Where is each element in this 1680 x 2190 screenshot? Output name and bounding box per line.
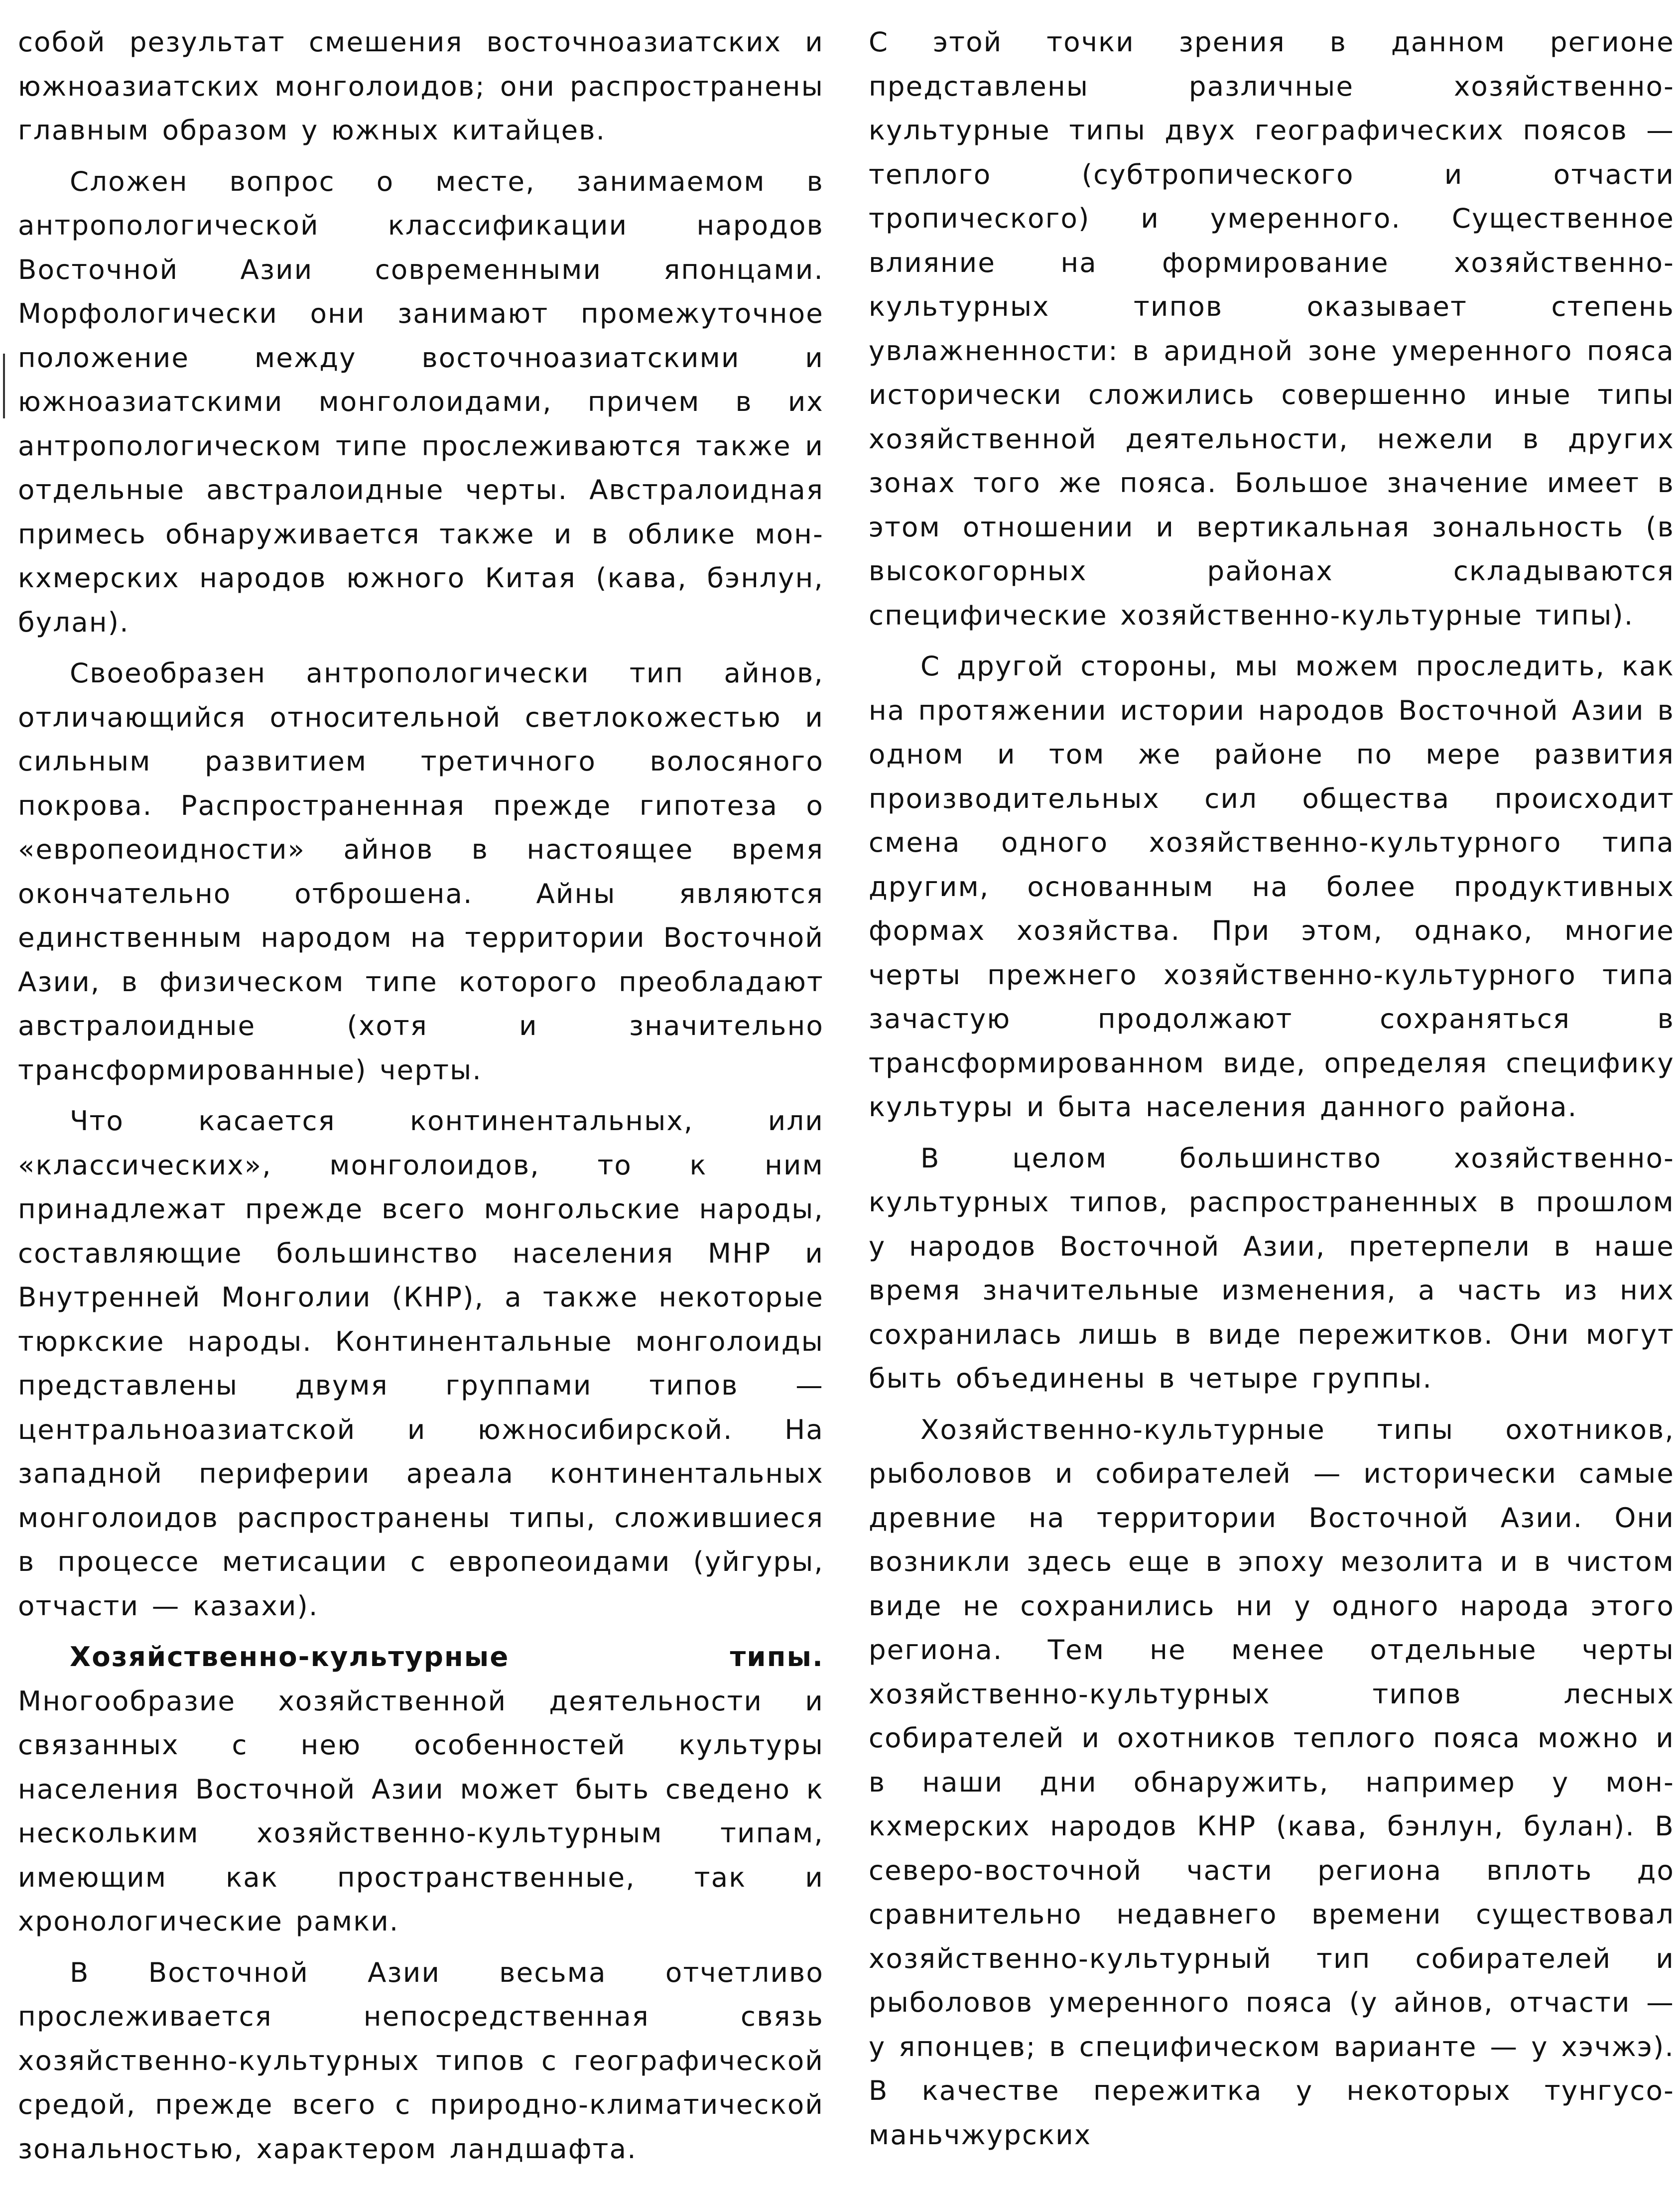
section-heading: Хозяйственно-культурные типы.	[70, 1641, 824, 1673]
paragraph-hunters-gatherers: Хозяйственно-культурные типы охотников, рыболовов и собирателей — исторически самые древние на территории Восточной Азии. Они возникли здесь еще в эпоху мезолита и в чистом виде не сохранились ни у одного народа этого региона. Тем не менее отдельные черты хозяйственно-культурных типов лесных собирателей и охотников теплого пояса можно и в наши дни обнаружить, например у мон-кхмерских народов КНР (кава, бэнлун, булан). В северо-восточной части региона вплоть до сравнительно недавнего времени существовал хозяйственно-культурный тип собирателей и рыболовов умеренного пояса (у айнов, отчасти — у японцев; в специфическом варианте — у хэчжэ). В качестве пережитка у некоторых тунгусо-маньчжурских	[869, 1413, 1675, 2151]
margin-mark	[3, 354, 5, 418]
paragraph-historical-change: С другой стороны, мы можем проследить, как на протяжении истории народов Восточной Азии в одном и том же районе по мере развития производительных сил общества происходит смена одного хозяйственно-культурного типа другим, основанным на более продуктивных формах хозяйства. При этом, однако, многие черты прежнего хозяйственно-культурного типа зачастую продолжают сохраняться в трансформированном виде, определяя специфику культуры и быта населения данного района.	[869, 650, 1675, 1123]
paragraph-geographic-link: В Восточной Азии весьма отчетливо прослеживается непосредственная связь хозяйственно-культурных типов с географической средой, прежде всего с природно-климатической зональностью, характером ландшафта.	[18, 1956, 824, 2165]
paragraph-four-groups: В целом большинство хозяйственно-культурных типов, распространенных в прошлом у народов Восточной Азии, претерпели в наше время значительные изменения, а часть из них сохранилась лишь в виде пережитков. Они могут быть объединены в четыре группы.	[869, 1142, 1675, 1394]
paragraph-continental-mongoloids: Что касается континентальных, или «классических», монголоидов, то к ним принадлежат прежде всего монгольские народы, составляющие большинство населения МНР и Внутренней Монголии (КНР), а также некоторые тюркские народы. Континентальные монголоиды представлены двумя группами типов — центральноазиатской и южносибирской. На западной периферии ареала континентальных монголоидов распространены типы, сложившиеся в процессе метисации с европеоидами (уйгуры, отчасти — казахи).	[18, 1105, 824, 1622]
paragraph-continuation: собой результат смешения восточноазиатских и южноазиатских монголоидов; они распространены главным образом у южных китайцев.	[18, 26, 824, 146]
right-column	[869, 20, 1675, 2164]
paragraph-climate-zones: С этой точки зрения в данном регионе представлены различные хозяйственно-культурные типы двух географических поясов — теплого (субтропического и отчасти тропического) и умеренного. Существенное влияние на формирование хозяйственно-культурных типов оказывает степень увлажненности: в аридной зоне умеренного пояса исторически сложились совершенно иные типы хозяйственной деятельности, нежели в других зонах того же пояса. Большое значение имеет в этом отношении и вертикальная зональность (в высокогорных районах складываются специфические хозяйственно-культурные типы).	[869, 26, 1675, 631]
paragraph-ainu-type: Своеобразен антропологически тип айнов, отличающийся относительной светлокожестью и сильным развитием третичного волосяного покрова. Распространенная прежде гипотеза о «европеоидности» айнов в настоящее время окончательно отброшена. Айны являются единственным народом на территории Восточной Азии, в физическом типе которого преобладают австралоидные (хотя и значительно трансформированные) черты.	[18, 657, 824, 1086]
paragraph-japanese-anthropology: Сложен вопрос о месте, занимаемом в антропологической классификации народов Восточной Азии современными японцами. Морфологически они занимают промежуточное положение между восточноазиатскими и южноазиатскими монголоидами, причем в их антропологическом типе прослеживаются также и отдельные австралоидные черты. Австралоидная примесь обнаруживается также и в облике мон-кхмерских народов южного Китая (кава, бэнлун, булан).	[18, 165, 824, 638]
section-heading-text: Многообразие хозяйственной деятельности и связанных с нею особенностей культуры населения Восточной Азии может быть сведено к нескольким хозяйственно-культурным типам, имеющим как пространственные, так и хронологические рамки.	[18, 1684, 824, 1937]
left-column	[18, 20, 824, 2178]
paragraph-economic-cultural-types	[18, 1635, 824, 1943]
